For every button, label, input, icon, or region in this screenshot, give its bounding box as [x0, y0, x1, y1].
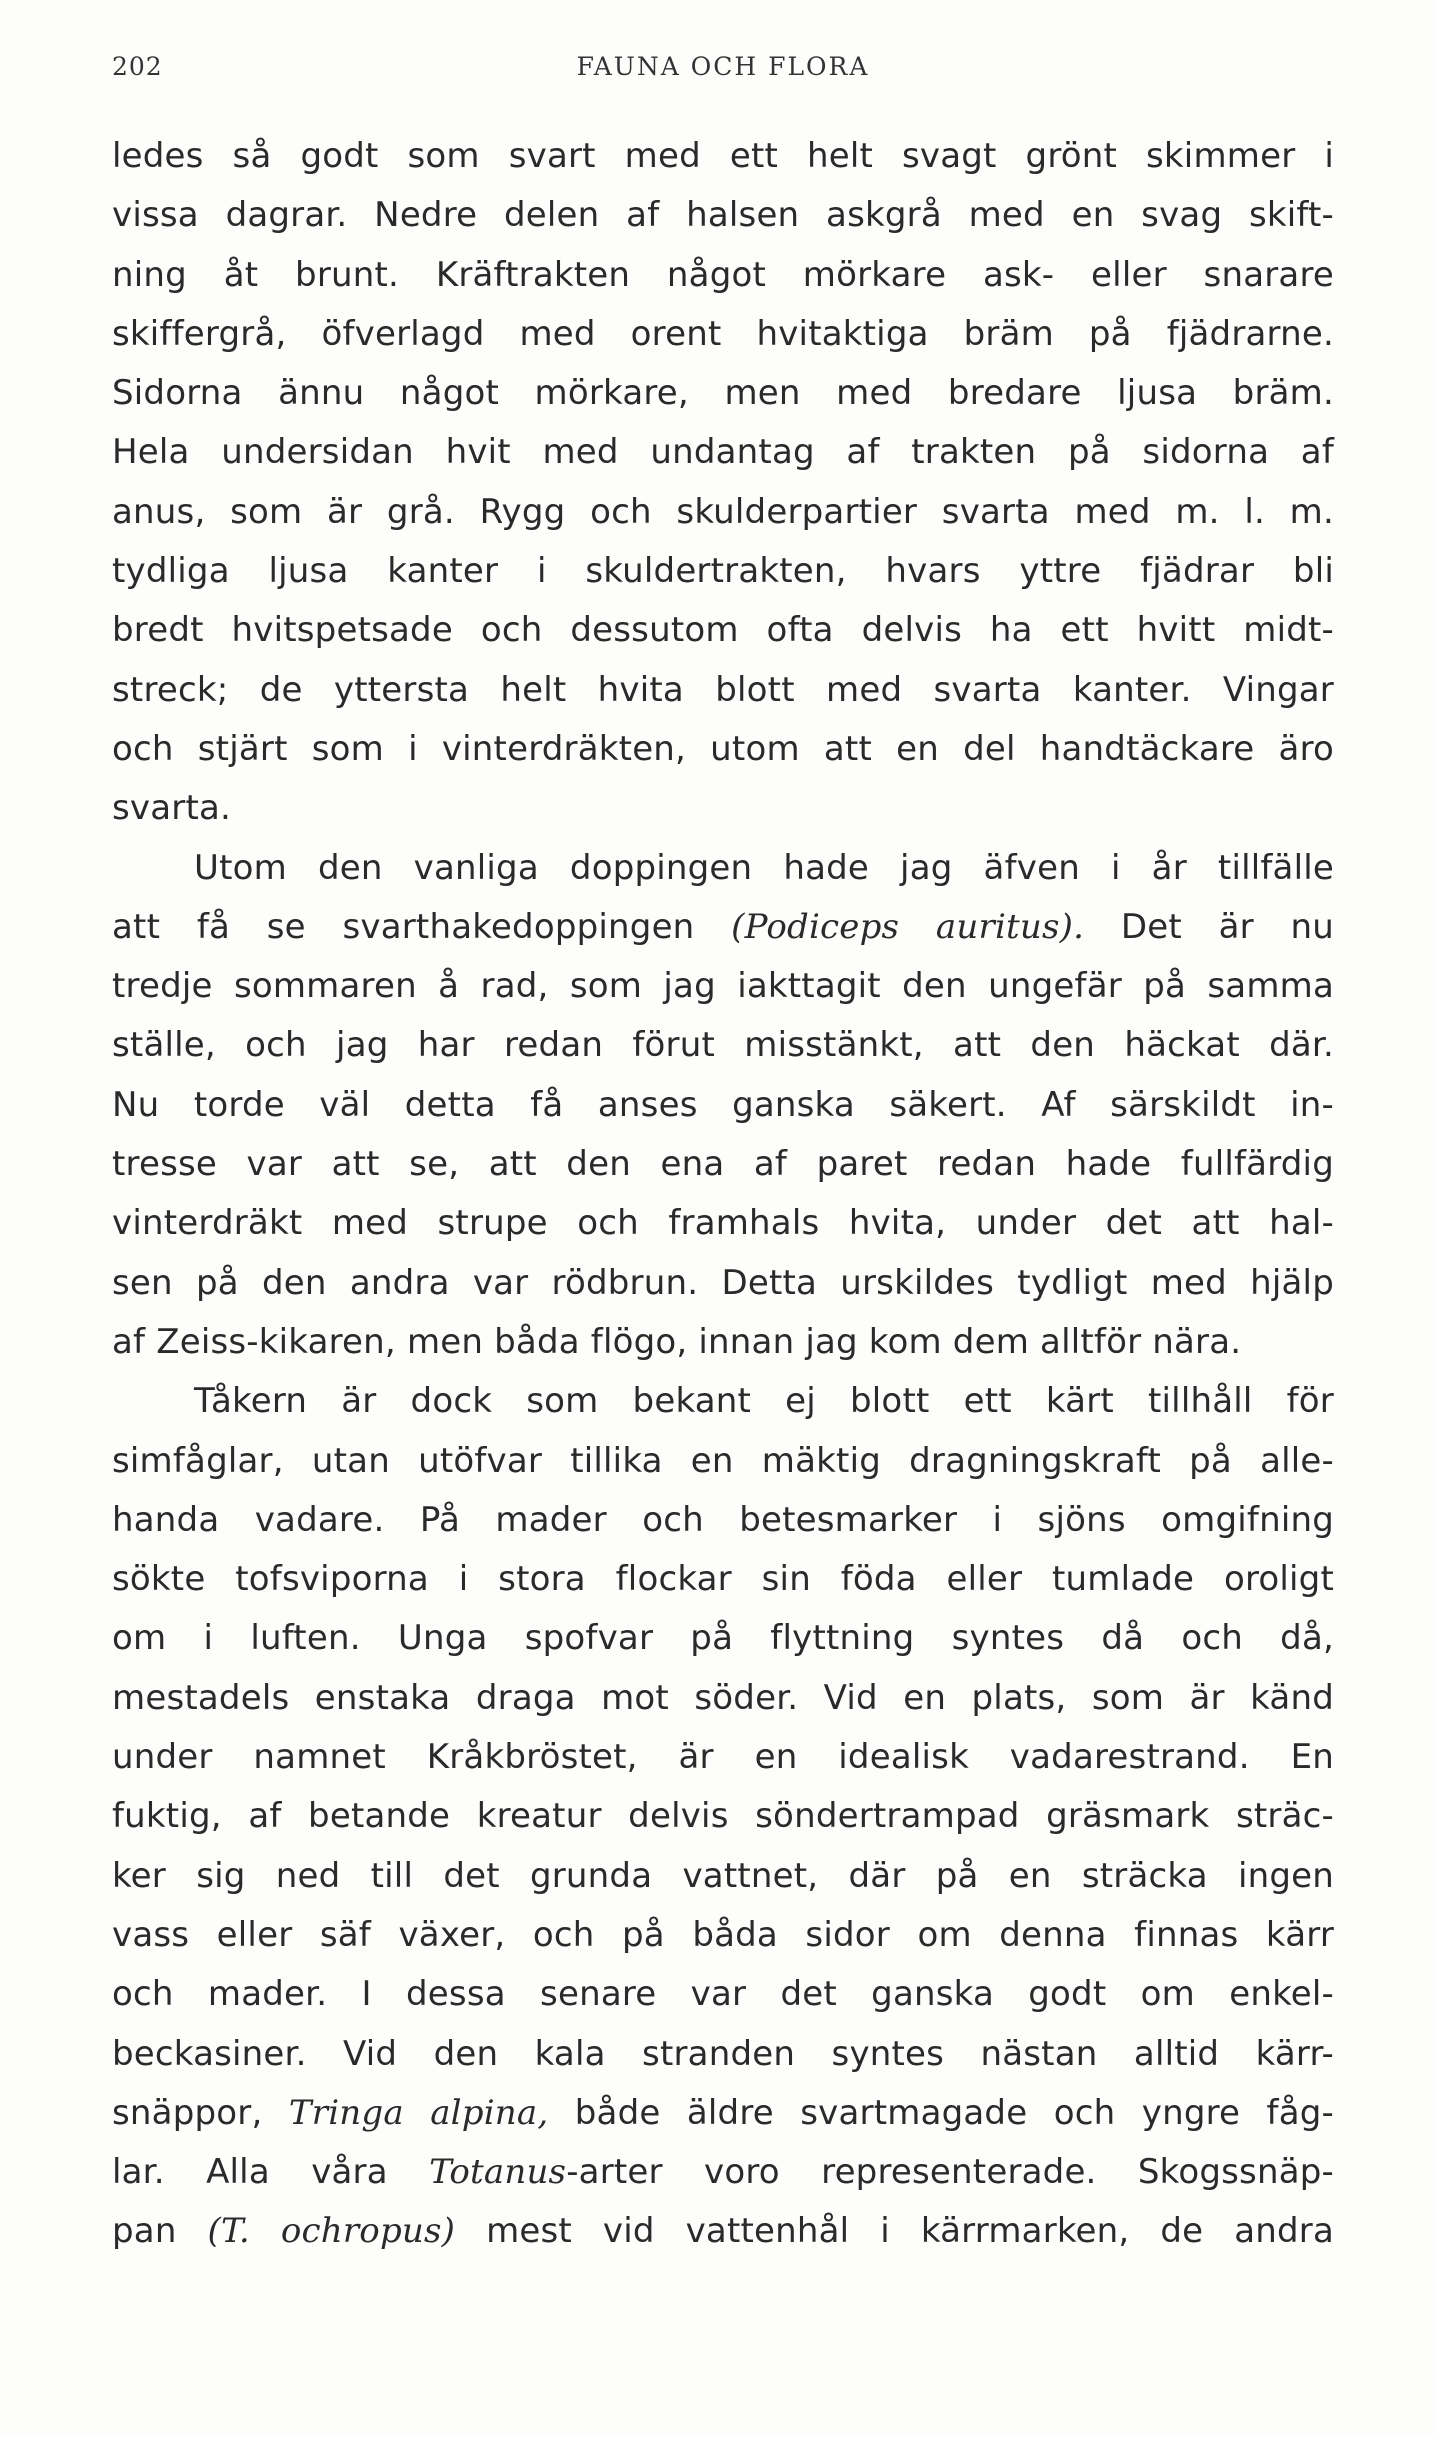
- text-line: Tåkern är dock som bekant ej blott ett kärt tillhåll för: [194, 1381, 1334, 1422]
- text-line: bredt hvitspetsade och dessutom ofta delvis ha ett hvitt midt-: [112, 610, 1334, 651]
- text-line: skiffergrå, öfverlagd med orent hvitaktiga bräm på fjädrarne.: [112, 313, 1334, 354]
- text-line: och mader. I dessa senare var det ganska godt om enkel-: [112, 1974, 1334, 2015]
- text-span: mest vid vattenhål i kärrmarken, de andra: [455, 2211, 1334, 2252]
- text-span: att få se svarthakedoppingen: [112, 906, 732, 947]
- text-line: simfåglar, utan utöfvar tillika en mäktig dragningskraft på alle-: [112, 1440, 1334, 1481]
- body-text: [112, 127, 1334, 2262]
- text-line: och stjärt som i vinterdräkten, utom att en del handtäckare äro: [112, 728, 1334, 769]
- text-line: [112, 898, 1334, 957]
- text-line: under namnet Kråkbröstet, är en idealisk vadarestrand. En: [112, 1737, 1334, 1778]
- page-header: [112, 52, 1334, 92]
- text-span: både äldre svartmagade och yngre fåg-: [548, 2092, 1335, 2133]
- text-span: pan: [112, 2211, 208, 2252]
- page-number: 202: [112, 52, 163, 81]
- italic-term: Totanus: [429, 2152, 567, 2193]
- text-line: sen på den andra var rödbrun. Detta urskildes tydligt med hjälp: [112, 1262, 1334, 1303]
- running-head: FAUNA OCH FLORA: [576, 52, 870, 81]
- text-line: fuktig, af betande kreatur delvis söndertrampad gräsmark sträc-: [112, 1796, 1334, 1837]
- text-line: tredje sommaren å rad, som jag iakttagit den ungefär på samma: [112, 966, 1334, 1007]
- text-line: [112, 2084, 1334, 2143]
- text-line: vass eller säf växer, och på båda sidor om denna finnas kärr: [112, 1914, 1334, 1955]
- text-span: Det är nu: [1084, 906, 1334, 947]
- text-span: snäppor,: [112, 2092, 289, 2133]
- text-line: af Zeiss-kikaren, men båda flögo, innan jag kom dem alltför nära.: [112, 1321, 1242, 1362]
- text-line: ställe, och jag har redan förut misstänkt, att den häckat där.: [112, 1025, 1334, 1066]
- text-line: Nu torde väl detta få anses ganska säkert. Af särskildt in-: [112, 1084, 1334, 1125]
- text-line: tydliga ljusa kanter i skuldertrakten, hvars yttre fjädrar bli: [112, 551, 1334, 592]
- text-line: om i luften. Unga spofvar på flyttning syntes då och då,: [112, 1618, 1334, 1659]
- text-line: Sidorna ännu något mörkare, men med bredare ljusa bräm.: [112, 373, 1334, 414]
- text-line: ning åt brunt. Kräftrakten något mörkare ask- eller snarare: [112, 254, 1334, 295]
- text-line: ledes så godt som svart med ett helt svagt grönt skimmer i: [112, 136, 1334, 176]
- text-line: tresse var att se, att den ena af paret redan hade fullfärdig: [112, 1144, 1334, 1185]
- text-line: svarta.: [112, 788, 232, 829]
- text-span: lar. Alla våra: [112, 2152, 430, 2193]
- text-line: vissa dagrar. Nedre delen af halsen askgrå med en svag skift-: [112, 195, 1334, 236]
- italic-term: Tringa alpina,: [288, 2092, 549, 2133]
- text-line: handa vadare. På mader och betesmarker i sjöns omgifning: [112, 1499, 1334, 1540]
- italic-term: (Podiceps auritus).: [731, 906, 1085, 947]
- text-line: vinterdräkt med strupe och framhals hvita, under det att hal-: [112, 1203, 1334, 1244]
- text-line: sökte tofsviporna i stora flockar sin föda eller tumlade oroligt: [112, 1559, 1334, 1600]
- text-span: -arter voro representerade. Skogssnäp-: [566, 2152, 1335, 2193]
- text-line: [112, 2202, 1334, 2261]
- text-line: anus, som är grå. Rygg och skulderpartier svarta med m. l. m.: [112, 491, 1334, 532]
- text-line: [112, 2143, 1334, 2202]
- text-line: Utom den vanliga doppingen hade jag äfven i år tillfälle: [194, 847, 1334, 888]
- text-line: mestadels enstaka draga mot söder. Vid en plats, som är känd: [112, 1677, 1334, 1718]
- text-line: ker sig ned till det grunda vattnet, där på en sträcka ingen: [112, 1855, 1334, 1896]
- italic-term: (T. ochropus): [207, 2211, 456, 2252]
- text-line: streck; de yttersta helt hvita blott med svarta kanter. Vingar: [112, 669, 1334, 710]
- text-line: Hela undersidan hvit med undantag af trakten på sidorna af: [112, 432, 1334, 473]
- text-line: beckasiner. Vid den kala stranden syntes nästan alltid kärr-: [112, 2033, 1334, 2074]
